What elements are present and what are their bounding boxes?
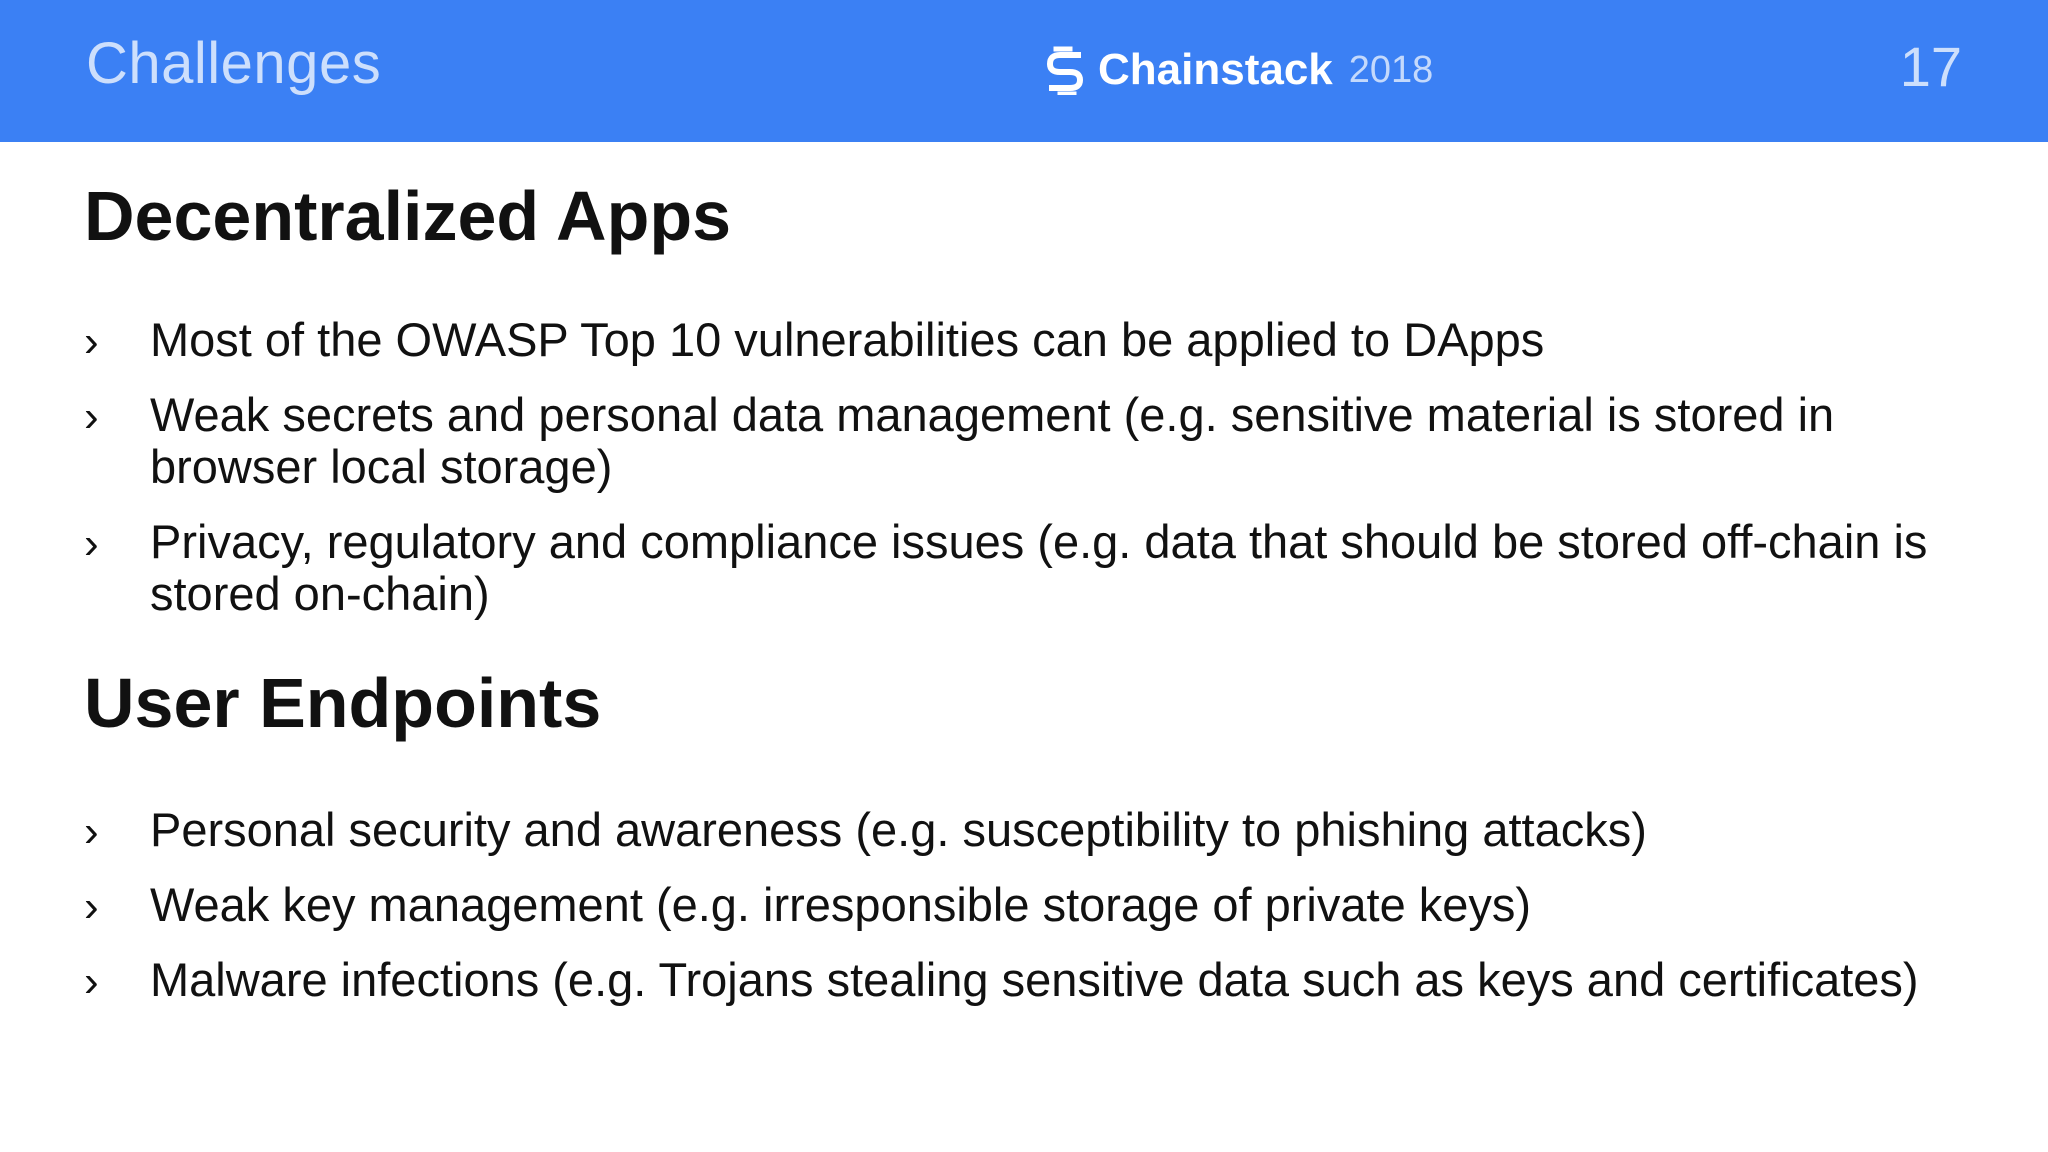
slide-header bbox=[0, 0, 2048, 142]
bullet-text: Weak key management (e.g. irresponsible storage of private keys) bbox=[150, 878, 1532, 931]
chevron-right-icon: › bbox=[84, 519, 99, 568]
bullet-text: Weak secrets and personal data management (e.g. sensitive material is stored in browser local storage) bbox=[150, 388, 1835, 493]
bullet-text: Personal security and awareness (e.g. susceptibility to phishing attacks) bbox=[150, 803, 1647, 856]
chevron-right-icon: › bbox=[84, 392, 99, 441]
list-item bbox=[84, 879, 1984, 931]
list-item bbox=[84, 314, 1984, 366]
list-item bbox=[84, 516, 1984, 620]
list-item bbox=[84, 389, 1984, 493]
section-heading-user-endpoints: User Endpoints bbox=[84, 664, 602, 742]
chevron-right-icon: › bbox=[84, 957, 99, 1006]
chevron-right-icon: › bbox=[84, 807, 99, 856]
chevron-right-icon: › bbox=[84, 882, 99, 931]
list-item bbox=[84, 804, 1984, 856]
bullet-text: Most of the OWASP Top 10 vulnerabilities can be applied to DApps bbox=[150, 313, 1545, 366]
chainstack-logo-icon bbox=[1042, 45, 1088, 95]
bullet-text: Malware infections (e.g. Trojans stealing sensitive data such as keys and certificates) bbox=[150, 953, 1919, 1006]
bullet-text: Privacy, regulatory and compliance issues (e.g. data that should be stored off-chain is stored on-chain) bbox=[150, 515, 1928, 620]
slide-title: Challenges bbox=[86, 31, 382, 96]
brand-name: Chainstack bbox=[1098, 45, 1333, 94]
list-item bbox=[84, 954, 1984, 1006]
chevron-right-icon: › bbox=[84, 317, 99, 366]
brand bbox=[1042, 42, 1433, 98]
bullet-list-user-endpoints bbox=[84, 804, 1984, 1029]
section-heading-decentralized-apps: Decentralized Apps bbox=[84, 177, 732, 255]
bullet-list-decentralized-apps bbox=[84, 314, 1984, 643]
brand-year: 2018 bbox=[1348, 48, 1434, 91]
page-number: 17 bbox=[1899, 35, 1962, 98]
